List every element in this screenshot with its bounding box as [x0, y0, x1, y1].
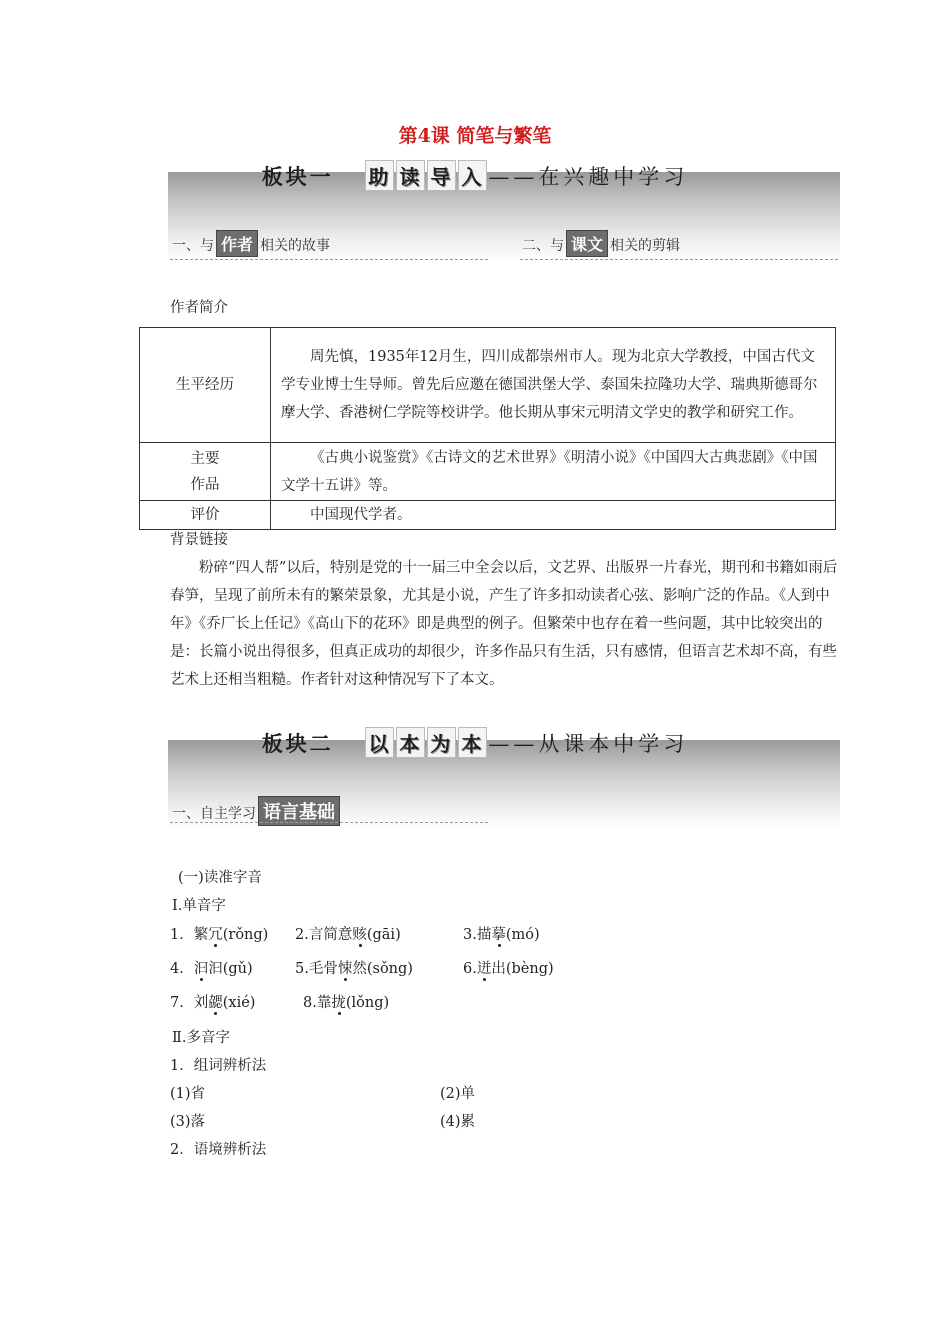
item-pre: 毛骨 — [308, 961, 338, 977]
list-item — [463, 955, 554, 983]
table-row — [140, 443, 836, 501]
block1-label: 板块一 — [261, 164, 334, 189]
table-row — [140, 501, 836, 530]
item-pinyin: (gǔ) — [222, 961, 253, 977]
item-pre: 刘 — [193, 995, 209, 1011]
method-2: 2．语境辨析法 — [170, 1142, 267, 1158]
lesson-title: 第4课 简笔与繁笔 — [398, 125, 552, 147]
item-pinyin: (bèng) — [505, 961, 554, 977]
item-pre: 言简意 — [308, 927, 353, 943]
table-value-review — [271, 501, 836, 530]
author-tag: 作者 — [216, 230, 258, 257]
block2-heading — [0, 727, 950, 758]
item-post: 汩 — [208, 961, 223, 977]
item-pinyin: (xié) — [222, 995, 256, 1011]
text-clip-prefix: 二、与 — [522, 238, 564, 254]
author-info-table — [139, 327, 836, 530]
text-clip-heading — [522, 230, 680, 257]
block1-char-1: 读 — [396, 160, 425, 191]
table-label-works — [140, 443, 271, 501]
block2-label: 板块二 — [261, 731, 334, 756]
background-heading: 背景链接 — [170, 532, 228, 548]
item-dotted-char: 勰 — [208, 995, 223, 1011]
method-1: 1．组词辨析法 — [170, 1058, 267, 1074]
review-text: 中国现代学者。 — [310, 507, 412, 523]
text-clip-suffix: 相关的剪辑 — [610, 238, 681, 254]
item-pre: 靠 — [316, 995, 332, 1011]
block2-char-0: 以 — [365, 727, 394, 758]
list-item — [170, 921, 268, 949]
item-number: 7． — [170, 995, 194, 1011]
block1-divider-right — [520, 259, 838, 260]
table-row — [140, 328, 836, 443]
item-pinyin: (gāi) — [366, 927, 401, 943]
block1-char-2: 导 — [427, 160, 456, 191]
works-label-line1: 主要 — [190, 450, 220, 467]
list-item — [463, 921, 540, 949]
word-item-3: (3)落 — [170, 1114, 206, 1130]
item-dotted-char: 悚 — [337, 961, 353, 977]
item-pinyin: (rǒng) — [222, 927, 269, 943]
item-pre: 描 — [476, 927, 492, 943]
block1-tail: ——在兴趣中学习 — [488, 165, 689, 189]
item-dotted-char: 迸 — [476, 961, 492, 977]
author-story-prefix: 一、与 — [172, 238, 214, 254]
block2-char-2: 为 — [427, 727, 456, 758]
item-post: 出 — [491, 961, 506, 977]
item-number: 4． — [170, 961, 194, 977]
block2-char-3: 本 — [458, 727, 487, 758]
item-pinyin: (mó) — [505, 927, 540, 943]
author-story-heading — [172, 230, 330, 257]
block2-divider — [170, 822, 488, 823]
author-story-suffix: 相关的故事 — [260, 238, 331, 254]
list-item — [295, 921, 401, 949]
author-intro-heading: 作者简介 — [170, 300, 228, 316]
item-post: 然 — [352, 961, 367, 977]
item-dotted-char: 摹 — [491, 927, 506, 943]
list-item — [170, 989, 255, 1017]
item-number: 1． — [170, 927, 194, 943]
block1-divider-left — [170, 259, 488, 260]
item-dotted-char: 拢 — [331, 995, 346, 1011]
table-value-works — [271, 443, 836, 501]
works-label-line2: 作品 — [190, 476, 220, 493]
table-value-life — [271, 328, 836, 443]
block2-tail: ——从课本中学习 — [488, 732, 689, 756]
table-label-review: 评价 — [140, 501, 271, 530]
block1-heading — [0, 160, 950, 191]
block2-char-1: 本 — [396, 727, 425, 758]
word-item-1: (1)省 — [170, 1086, 206, 1102]
list-item — [170, 955, 253, 983]
item-number: 6. — [463, 961, 477, 977]
item-dotted-char: 汩 — [193, 961, 209, 977]
background-paragraph: 粉碎“四人帮”以后，特别是党的十一届三中全会以后，文艺界、出版界一片春光，期刊和书籍如雨后春笋，呈现了前所未有的繁荣景象，尤其是小说，产生了许多扣动读者心弦、影响广泛的作品。《人到中年》《乔厂长上任记》《高山下的花环》即是典型的例子。但繁荣中也存在着一些问题，其中比较突出的是：长篇小说出得很多，但真正成功的却很少，许多作品只有生活，只有感情，但语言艺术却不高，有些艺术上还相当粗糙。作者针对这种情况写下了本文。 — [170, 560, 838, 688]
single-sound-heading: Ⅰ.单音字 — [172, 898, 226, 914]
pronunciation-heading: (一)读准字音 — [178, 870, 262, 886]
list-item — [295, 955, 413, 983]
table-label-life: 生平经历 — [140, 328, 271, 443]
item-dotted-char: 冗 — [208, 927, 223, 943]
item-dotted-char: 赅 — [352, 927, 367, 943]
language-basics-tag: 语言基础 — [258, 796, 340, 826]
item-number: 8. — [303, 995, 317, 1011]
list-item — [303, 989, 389, 1017]
item-pinyin: (sǒng) — [366, 961, 413, 977]
block1-char-3: 入 — [458, 160, 487, 191]
text-tag: 课文 — [566, 230, 608, 257]
self-study-prefix: 一、自主学习 — [172, 806, 256, 822]
word-item-2: (2)单 — [440, 1086, 476, 1102]
item-number: 3. — [463, 927, 477, 943]
item-number: 5. — [295, 961, 309, 977]
item-pre: 繁 — [193, 927, 209, 943]
item-pinyin: (lǒng) — [345, 995, 390, 1011]
works-text: 《古典小说鉴赏》《古诗文的艺术世界》《明清小说》《中国四大古典悲剧》《中国文学十五讲》等。 — [281, 449, 818, 494]
word-item-4: (4)累 — [440, 1114, 476, 1130]
life-text: 周先慎，1935年12月生，四川成都崇州市人。现为北京大学教授，中国古代文学专业博士生导师。曾先后应邀在德国洪堡大学、泰国朱拉隆功大学、瑞典斯德哥尔摩大学、香港树仁学院等校讲学。他长期从事宋元明清文学史的教学和研究工作。 — [281, 349, 818, 421]
multi-sound-heading: Ⅱ.多音字 — [172, 1030, 230, 1046]
item-number: 2. — [295, 927, 309, 943]
block1-char-0: 助 — [365, 160, 394, 191]
